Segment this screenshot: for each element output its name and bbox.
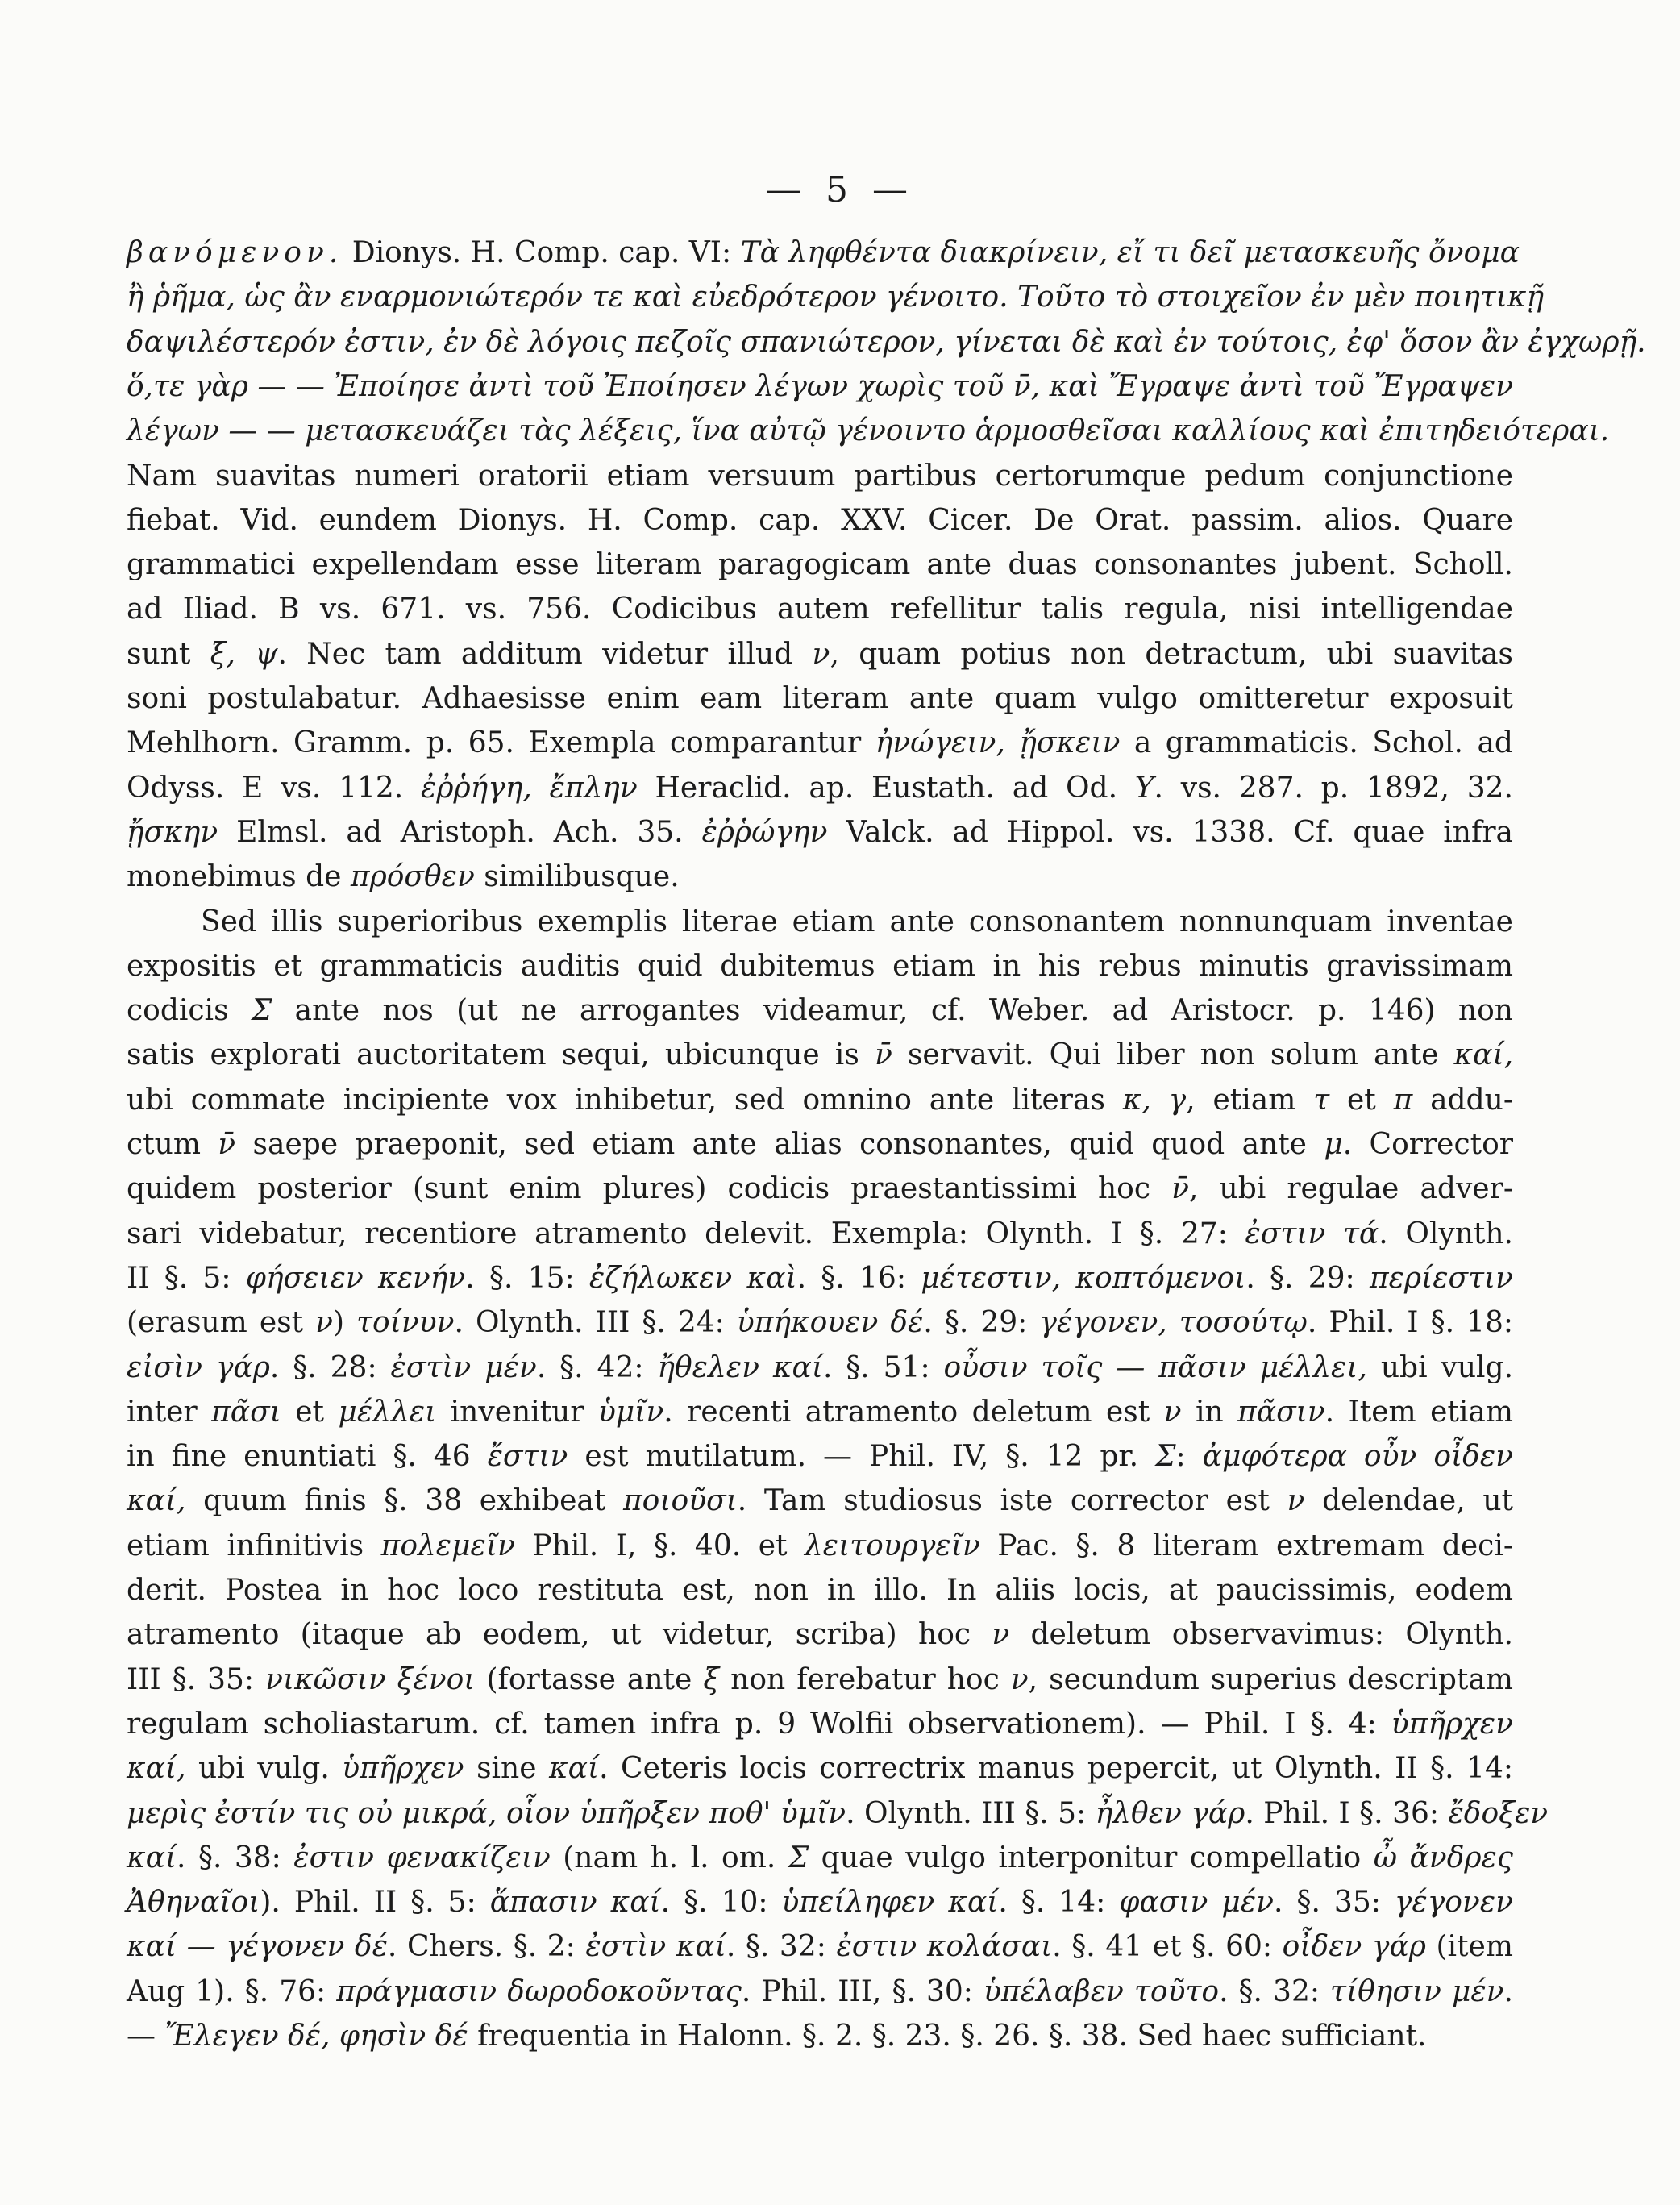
latin-text: , ubi regulae adver- xyxy=(1188,1172,1513,1205)
text-line xyxy=(127,1347,1513,1389)
greek-text: πᾶσι xyxy=(211,1396,281,1429)
latin-text: quidem posterior (sunt enim plures) codicis praestantissimi hoc xyxy=(127,1172,1172,1205)
latin-text: quae vulgo interponitur compellatio xyxy=(809,1841,1374,1874)
text-line xyxy=(127,544,1513,586)
text-line xyxy=(127,366,1513,408)
latin-text: servavit. Qui liber non solum ante xyxy=(892,1038,1454,1071)
text-line xyxy=(127,812,1513,854)
greek-text: Τὰ ληφθέντα διακρίνειν, εἴ τι δεῖ μετασκευῆς ὄνομα xyxy=(740,236,1520,269)
latin-text: (erasum est xyxy=(127,1306,316,1339)
latin-text: , etiam xyxy=(1186,1084,1314,1117)
text-line xyxy=(127,410,1610,452)
latin-text: inter xyxy=(127,1396,212,1429)
latin-text: sine xyxy=(464,1752,550,1785)
latin-text: in xyxy=(1181,1396,1238,1429)
latin-text: . Olynth. III §. 5: xyxy=(846,1797,1096,1830)
greek-text: μέλλει xyxy=(338,1396,437,1429)
latin-text: codicis xyxy=(127,994,252,1027)
text-line xyxy=(127,1926,1513,1968)
greek-text: καί — γέγονεν δέ xyxy=(127,1930,388,1963)
greek-text: μερὶς ἐστίν τις οὐ μικρά, οἷον ὑπῆρξεν ποθ' ὑμῖν xyxy=(127,1797,846,1830)
greek-text: ἔδοξεν xyxy=(1448,1797,1549,1830)
text-line xyxy=(127,1837,1513,1879)
greek-text: ἢ ῥῆμα, ὡς ἂν εναρμονιώτερόν τε καὶ εὐεδρότερον γένοιτο. Τοῦτο τὸ στοιχεῖον ἐν μὲν ποιητικῇ xyxy=(127,281,1545,314)
latin-text: (item xyxy=(1425,1930,1513,1963)
latin-text: sari videbatur, recentiore atramento delevit. Exempla: Olynth. I §. 27: xyxy=(127,1217,1245,1250)
latin-text: III §. 35: xyxy=(127,1663,266,1696)
text-line xyxy=(127,1882,1513,1924)
greek-text: πᾶσιν xyxy=(1237,1396,1325,1429)
text-line xyxy=(127,856,1513,898)
latin-text: . Olynth. III §. 24: xyxy=(454,1306,737,1339)
latin-text: . §. 32: xyxy=(1219,1975,1331,2008)
greek-text: μέτεστιν, κοπτόμενοι xyxy=(921,1262,1246,1295)
text-line xyxy=(127,232,1520,274)
latin-text: monebimus de xyxy=(127,860,351,893)
latin-text: . recenti atramento deletum est xyxy=(663,1396,1164,1429)
greek-text: τ xyxy=(1313,1084,1330,1117)
latin-text: , quam potius non detractum, ubi suavitas xyxy=(830,638,1514,671)
latin-text: et xyxy=(1329,1084,1394,1117)
greek-text: οἶδεν γάρ xyxy=(1282,1930,1426,1963)
text-line xyxy=(127,322,1646,364)
greek-text: ᾔσκην xyxy=(127,816,218,849)
greek-text: ν xyxy=(812,638,830,671)
latin-text: . §. 42: xyxy=(536,1351,658,1384)
greek-text: καί, xyxy=(1453,1038,1514,1071)
greek-text: ὑμῖν xyxy=(598,1396,664,1429)
latin-text: Pac. §. 8 literam extremam deci- xyxy=(979,1529,1513,1562)
text-line xyxy=(127,589,1513,630)
greek-text: τίθησιν μέν xyxy=(1330,1975,1504,2008)
greek-text: ν xyxy=(1287,1484,1305,1517)
latin-text: . vs. 287. p. 1892, 32. xyxy=(1154,772,1513,805)
text-line xyxy=(127,1614,1513,1656)
greek-text: ἐστιν κολάσαι xyxy=(836,1930,1053,1963)
latin-text: frequentia in Halonn. §. 2. §. 23. §. 26. §. 38. Sed haec sufficiant. xyxy=(468,2020,1427,2053)
latin-text: non ferebatur hoc xyxy=(719,1663,1011,1696)
text-line xyxy=(127,1080,1513,1121)
greek-text: Υ xyxy=(1134,772,1154,805)
greek-text: Σ xyxy=(788,1841,809,1874)
latin-text: atramento (itaque ab eodem, ut videtur, scriba) hoc xyxy=(127,1618,992,1651)
latin-text: ubi vulg. xyxy=(185,1752,343,1785)
text-line xyxy=(127,1168,1513,1210)
latin-text: ubi vulg. xyxy=(1366,1351,1514,1384)
text-line xyxy=(127,1704,1513,1745)
latin-text: est mutilatum. — Phil. IV, §. 12 pr. xyxy=(568,1440,1156,1473)
latin-text: regulam scholiastarum. cf. tamen infra p. 9 Wolfii observationem). — Phil. I §. 4: xyxy=(127,1708,1391,1741)
latin-text: grammatici expellendam esse literam paragogicam ante duas consonantes jubent. Scholl. xyxy=(127,548,1513,581)
text-line xyxy=(127,1793,1549,1835)
latin-text: . §. 29: xyxy=(923,1306,1040,1339)
greek-text: ἐστὶν καί xyxy=(585,1930,726,1963)
latin-text: . Item etiam xyxy=(1324,1396,1514,1429)
latin-text: . §. 32: xyxy=(726,1930,837,1963)
latin-text: expositis et grammaticis auditis quid dubitemus etiam in his rebus minutis gravissimam xyxy=(127,950,1513,983)
page-number: — 5 — xyxy=(766,169,914,210)
text-line xyxy=(127,634,1513,676)
latin-text: . Phil. I §. 18: xyxy=(1307,1306,1513,1339)
greek-text: Ἀθηναῖοι xyxy=(127,1886,260,1919)
text-line xyxy=(127,1213,1513,1255)
latin-text: . §. 16: xyxy=(796,1262,921,1295)
greek-text: ἐστὶν μέν xyxy=(390,1351,537,1384)
latin-text: . Phil. I §. 36: xyxy=(1245,1797,1449,1830)
latin-text: . §. 29: xyxy=(1245,1262,1370,1295)
greek-text: ἅπασιν καί xyxy=(489,1886,661,1919)
greek-text: ν̄ xyxy=(218,1128,236,1161)
latin-text: ). Phil. II §. 5: xyxy=(260,1886,490,1919)
latin-text: sunt xyxy=(127,638,210,671)
latin-text: Heraclid. ap. Eustath. ad Od. xyxy=(637,772,1135,805)
latin-text: . §. 35: xyxy=(1273,1886,1395,1919)
greek-text: ν xyxy=(1010,1663,1029,1696)
latin-text: . Nec tam additum videtur illud xyxy=(277,638,813,671)
latin-text: . xyxy=(1503,1975,1513,2008)
latin-text: . §. 10: xyxy=(660,1886,782,1919)
latin-text: Sed illis superioribus exemplis literae etiam ante consonantem nonnunquam inventae xyxy=(201,905,1513,938)
greek-text: ν xyxy=(1163,1396,1182,1429)
greek-text: κ, γ xyxy=(1122,1084,1187,1117)
greek-text: πράγμασιν δωροδοκοῦντας xyxy=(336,1975,742,2008)
latin-text: (fortasse ante xyxy=(475,1663,704,1696)
greek-text: ὑπήκουεν δέ xyxy=(736,1306,924,1339)
latin-text: . Corrector xyxy=(1342,1128,1513,1161)
greek-text: φασιν μέν xyxy=(1119,1886,1274,1919)
latin-text: . Chers. §. 2: xyxy=(387,1930,586,1963)
greek-text: ξ xyxy=(703,1663,720,1696)
latin-text: addu- xyxy=(1412,1084,1513,1117)
greek-text: γέγονεν, τοσούτῳ xyxy=(1039,1306,1308,1339)
greek-text: Ἔλεγεν δέ, φησὶν δέ xyxy=(164,2020,468,2053)
greek-text: καί, xyxy=(127,1484,186,1517)
text-line xyxy=(127,1570,1513,1612)
latin-text: etiam infinitivis xyxy=(127,1529,381,1562)
greek-text: ὑπῆρχεν xyxy=(1391,1708,1513,1741)
greek-text: γέγονεν xyxy=(1394,1886,1513,1919)
greek-text: ξ, ψ xyxy=(210,638,278,671)
latin-text: derit. Postea in hoc loco restituta est, non in illo. In aliis locis, at paucissimis, eodem xyxy=(127,1574,1513,1607)
greek-text: ὅ,τε γὰρ — — Ἐποίησε ἀντὶ τοῦ Ἐποίησεν λέγων χωρὶς τοῦ ν̄, καὶ Ἔγραψε ἀντὶ τοῦ Ἔγραψεν xyxy=(127,370,1513,403)
latin-text: Nam suavitas numeri oratorii etiam versuum partibus certorumque pedum conjunctione xyxy=(127,460,1513,493)
latin-text: . §. 38: xyxy=(177,1841,294,1874)
latin-text: saepe praeponit, sed etiam ante alias consonantes, quid quod ante xyxy=(235,1128,1324,1161)
latin-text: II §. 5: xyxy=(127,1262,246,1295)
latin-text: . §. 15: xyxy=(465,1262,589,1295)
latin-text: soni postulabatur. Adhaesisse enim eam literam ante quam vulgo omitteretur exposuit xyxy=(127,682,1513,715)
text-line xyxy=(127,1392,1513,1433)
text-line xyxy=(127,1436,1513,1478)
text-line xyxy=(127,1480,1513,1522)
greek-text: Σ xyxy=(1155,1440,1176,1473)
greek-text: πρόσθεν xyxy=(350,860,475,893)
greek-text: φήσειεν κενήν xyxy=(245,1262,466,1295)
text-line xyxy=(127,1302,1513,1344)
latin-text: . Ceteris locis correctrix manus pepercit, ut Olynth. II §. 14: xyxy=(599,1752,1513,1785)
latin-text: . Tam studiosus iste corrector est xyxy=(737,1484,1287,1517)
text-line xyxy=(127,1748,1513,1790)
greek-text: ἐῤῥώγην xyxy=(701,816,828,849)
greek-text: καί xyxy=(127,1841,177,1874)
latin-text: ad Iliad. B vs. 671. vs. 756. Codicibus autem refellitur talis regula, nisi intelligendae xyxy=(127,593,1513,626)
text-line xyxy=(127,1971,1513,2013)
latin-text: Valck. ad Hippol. vs. 1338. Cf. quae infra xyxy=(827,816,1513,849)
greek-text: περίεστιν xyxy=(1369,1262,1514,1295)
latin-text: Dionys. H. Comp. cap. VI: xyxy=(343,236,741,269)
latin-text: . §. 51: xyxy=(822,1351,944,1384)
latin-text: fiebat. Vid. eundem Dionys. H. Comp. cap. XXV. Cicer. De Orat. passim. alios. Quare xyxy=(127,504,1513,537)
greek-text: ἤθελεν καί xyxy=(657,1351,823,1384)
greek-text: ὑπείληφεν καί xyxy=(781,1886,999,1919)
greek-text: δαψιλέστερόν ἐστιν, ἐν δὲ λόγοις πεζοῖς σπανιώτερον, γίνεται δὲ καὶ ἐν τούτοις, ἐφ' ὅσον ἂν ἐγχωρῇ. xyxy=(127,326,1646,359)
greek-text: ὦ ἄνδρες xyxy=(1373,1841,1514,1874)
latin-text: , secundum superius descriptam xyxy=(1028,1663,1513,1696)
text-line xyxy=(127,901,1513,943)
greek-text: ν xyxy=(315,1306,334,1339)
greek-text: οὖσιν τοῖς — πᾶσιν μέλλει, xyxy=(943,1351,1367,1384)
text-line xyxy=(127,946,1513,988)
latin-text: ubi commate incipiente vox inhibetur, sed omnino ante literas xyxy=(127,1084,1123,1117)
latin-text: a grammaticis. Schol. ad xyxy=(1120,726,1513,759)
latin-text: deletum observavimus: Olynth. xyxy=(1009,1618,1513,1651)
text-line xyxy=(127,1258,1513,1300)
greek-text: λειτουργεῖν xyxy=(804,1529,980,1562)
latin-text: similibusque. xyxy=(474,860,680,893)
latin-text: Elmsl. ad Aristoph. Ach. 35. xyxy=(218,816,702,849)
greek-text: ν xyxy=(992,1618,1010,1651)
latin-text: Phil. I, §. 40. et xyxy=(514,1529,805,1562)
latin-text: delendae, ut xyxy=(1304,1484,1513,1517)
latin-text: . §. 14: xyxy=(998,1886,1120,1919)
greek-text: ν̄ xyxy=(874,1038,892,1071)
latin-text: ante nos (ut ne arrogantes videamur, cf. Weber. ad Aristocr. p. 146) non xyxy=(272,994,1513,1027)
text-line xyxy=(127,1659,1513,1701)
text-line xyxy=(127,1525,1513,1567)
greek-text: πολεμεῖν xyxy=(380,1529,515,1562)
latin-text: : xyxy=(1175,1440,1203,1473)
greek-text: ἦλθεν γάρ xyxy=(1095,1797,1245,1830)
greek-text: ἐῤῥήγη, ἔπλην xyxy=(421,772,638,805)
text-line xyxy=(127,1124,1513,1166)
greek-text: ἐζήλωκεν καὶ xyxy=(588,1262,797,1295)
text-line xyxy=(127,768,1513,809)
text-line xyxy=(127,2016,1513,2057)
greek-text: ἀμφότερα οὖν οἶδεν xyxy=(1202,1440,1513,1473)
latin-text: satis explorati auctoritatem sequi, ubicunque is xyxy=(127,1038,875,1071)
text-line xyxy=(127,456,1513,497)
greek-text: ποιοῦσι xyxy=(623,1484,738,1517)
greek-text: π xyxy=(1393,1084,1413,1117)
latin-text: quum finis §. 38 exhibeat xyxy=(185,1484,624,1517)
text-line xyxy=(127,678,1513,720)
latin-text: Aug 1). §. 76: xyxy=(127,1975,337,2008)
latin-text: Mehlhorn. Gramm. p. 65. Exempla comparantur xyxy=(127,726,875,759)
greek-text: ν̄ xyxy=(1171,1172,1189,1205)
latin-text: . Olynth. xyxy=(1379,1217,1513,1250)
latin-text: ) xyxy=(333,1306,357,1339)
latin-text: . Phil. III, §. 30: xyxy=(741,1975,983,2008)
greek-text: λέγων — — μετασκευάζει τὰς λέξεις, ἵνα αὐτῷ γένοιντο ἁρμοσθεῖσαι καλλίους καὶ ἐπιτηδειότεραι. xyxy=(127,414,1610,447)
greek-text: μ xyxy=(1324,1128,1343,1161)
greek-text: ἠνώγειν, ᾔσκειν xyxy=(875,726,1121,759)
greek-text: τοίνυν xyxy=(356,1306,455,1339)
greek-text: βανόμενον. xyxy=(127,236,343,269)
greek-text: ὑπῆρχεν xyxy=(342,1752,464,1785)
latin-text: . §. 28: xyxy=(269,1351,391,1384)
latin-text: — xyxy=(127,2020,165,2053)
greek-text: ἐστιν φενακίζειν xyxy=(293,1841,551,1874)
greek-text: ὑπέλαβεν τοῦτο xyxy=(983,1975,1220,2008)
greek-text: ἐστιν τά xyxy=(1245,1217,1379,1250)
text-line xyxy=(127,500,1513,542)
latin-text: et xyxy=(281,1396,339,1429)
greek-text: καί, xyxy=(127,1752,186,1785)
latin-text: Odyss. E vs. 112. xyxy=(127,772,422,805)
text-line xyxy=(127,990,1513,1032)
latin-text: ctum xyxy=(127,1128,218,1161)
greek-text: καί xyxy=(549,1752,600,1785)
text-line xyxy=(127,277,1545,318)
latin-text: (nam h. l. om. xyxy=(550,1841,788,1874)
greek-text: Σ xyxy=(251,994,272,1027)
latin-text: . §. 41 et §. 60: xyxy=(1052,1930,1283,1963)
text-line xyxy=(127,722,1513,764)
greek-text: εἰσὶν γάρ xyxy=(127,1351,270,1384)
greek-text: νικῶσιν ξένοι xyxy=(265,1663,476,1696)
latin-text: invenitur xyxy=(436,1396,599,1429)
greek-text: ἔστιν xyxy=(487,1440,568,1473)
latin-text: in fine enuntiati §. 46 xyxy=(127,1440,488,1473)
text-line xyxy=(127,1034,1513,1076)
